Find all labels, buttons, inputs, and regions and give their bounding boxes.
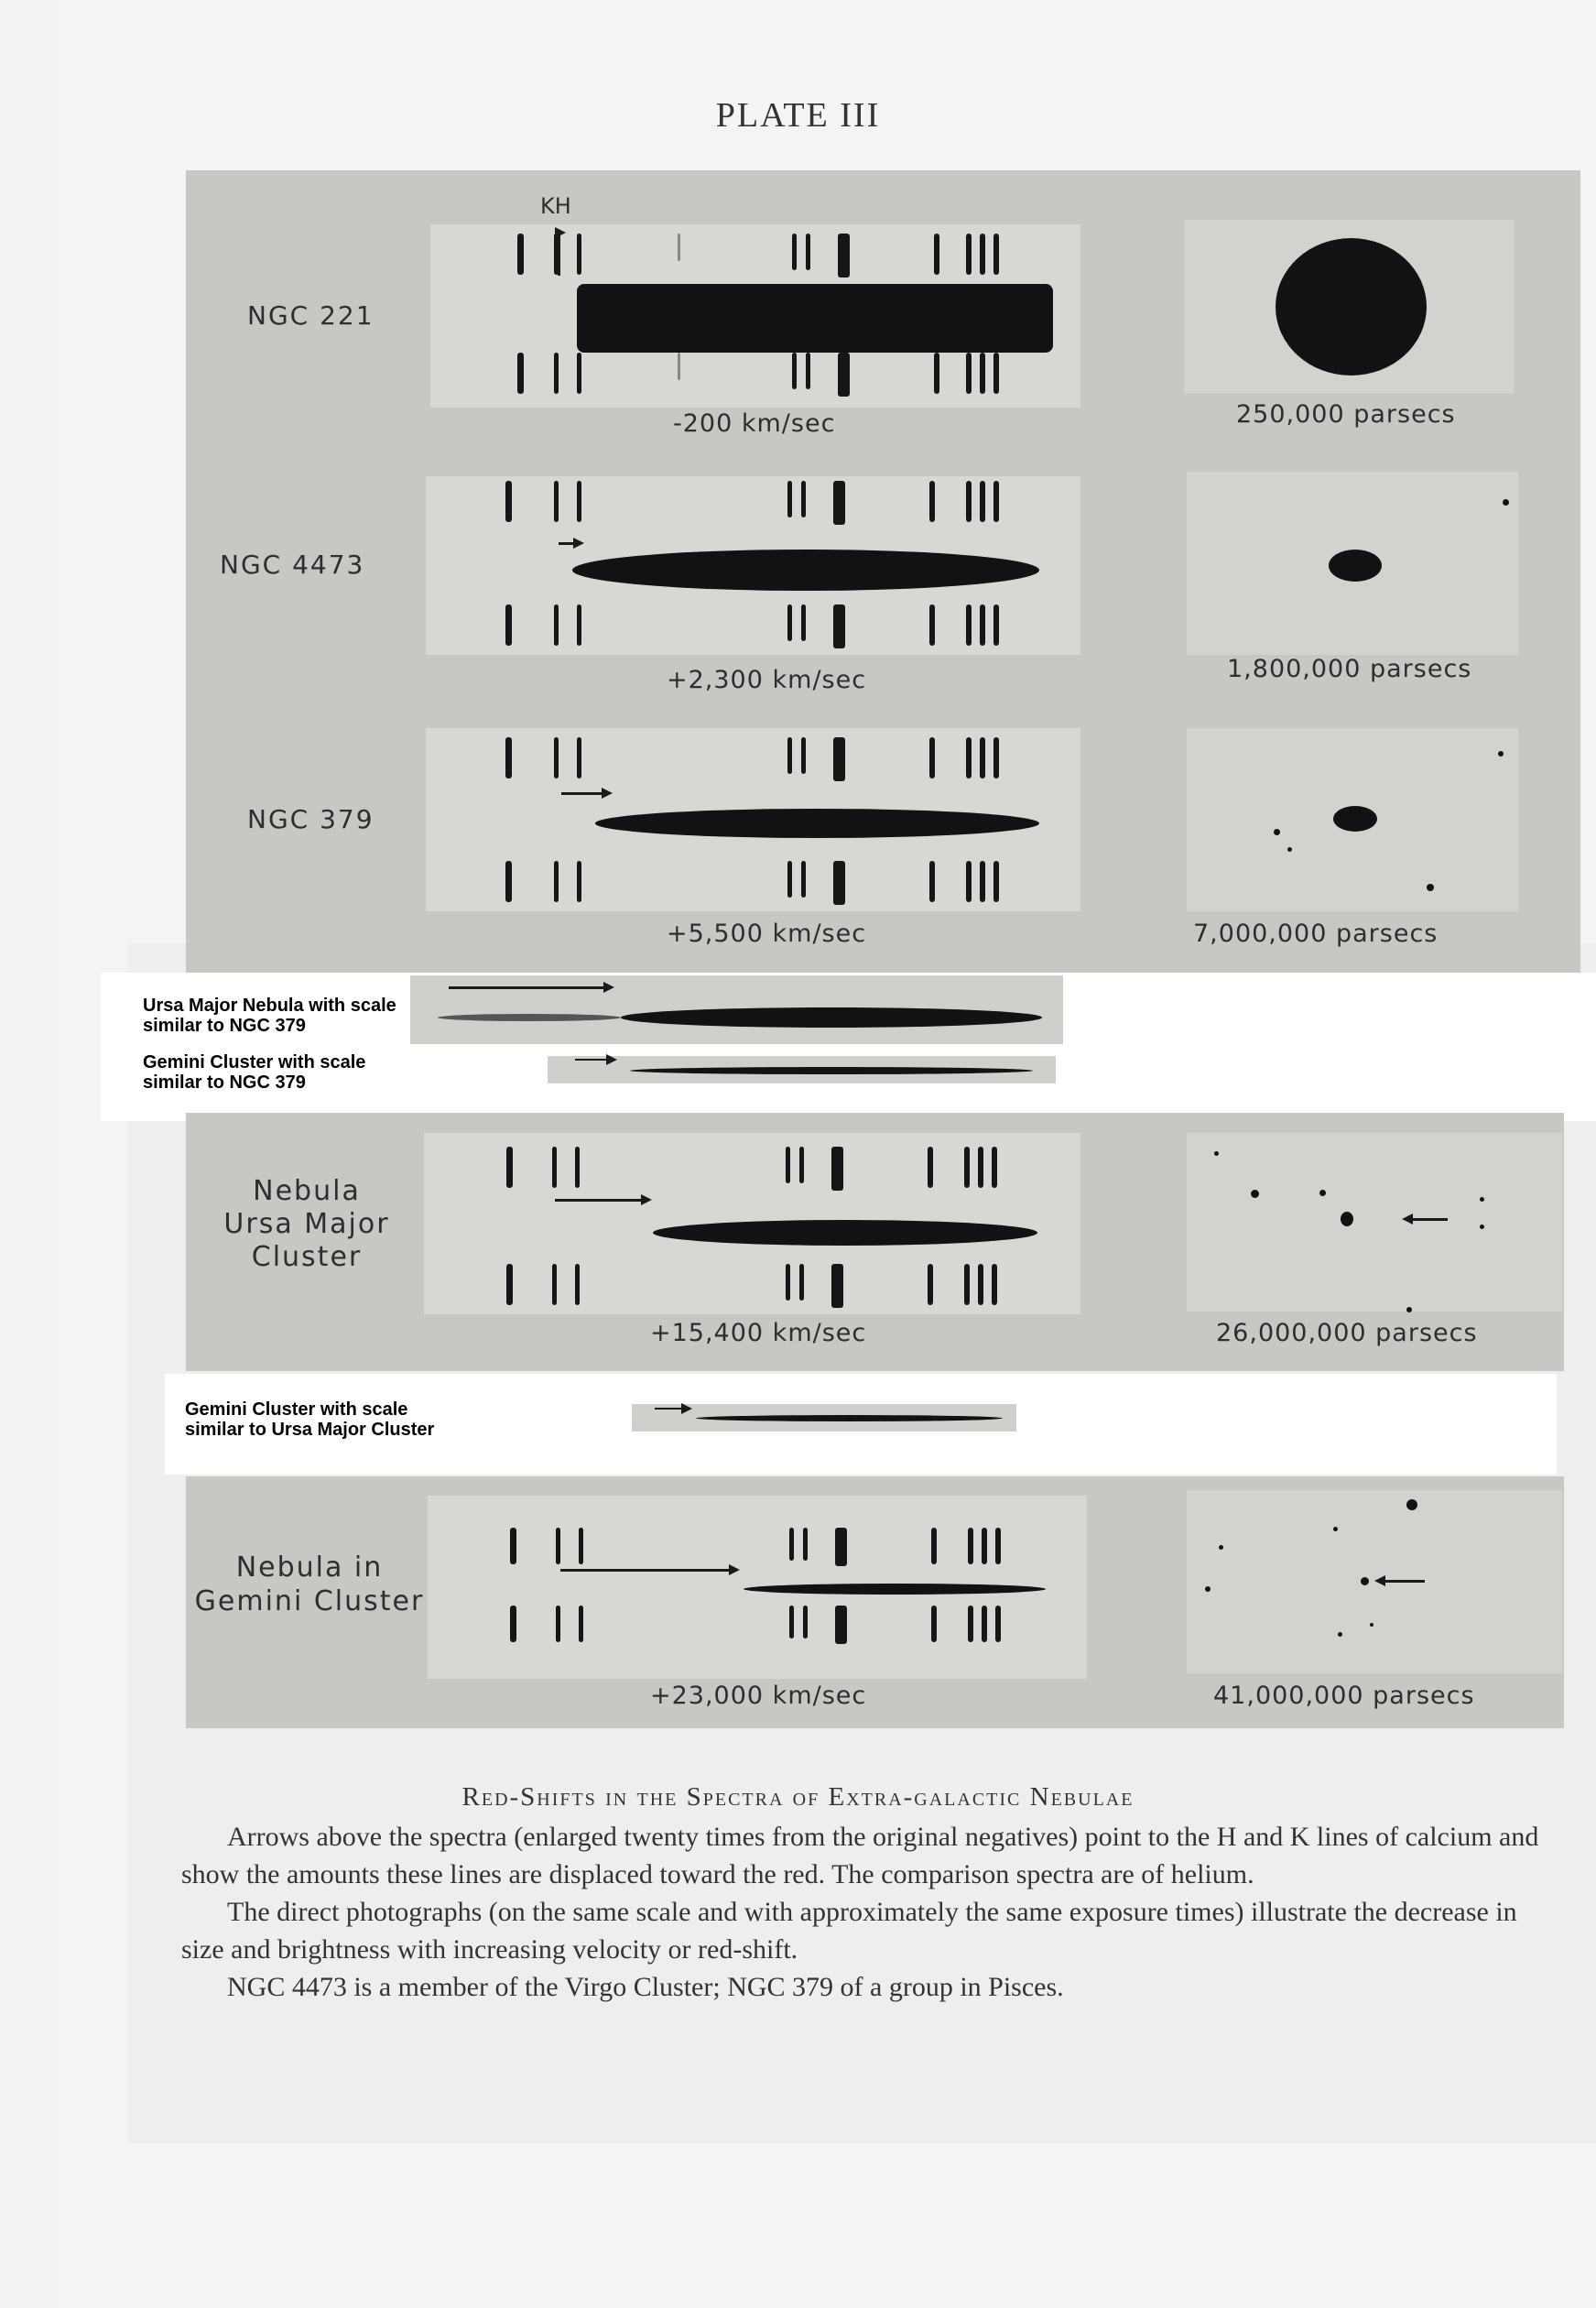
galaxy-spectrum-faint [438,1014,621,1021]
spectrum-ngc-4473 [426,476,1080,655]
comparison-lines-top [428,1528,1087,1569]
comparison-lines-bottom [428,1606,1087,1647]
star-dot [1427,884,1434,891]
photo-ursa-major [1187,1133,1562,1312]
overlay-label-gemini-scaled-ursa: Gemini Cluster with scale similar to Ursa Major Cluster [185,1399,435,1440]
star-dot [1503,499,1509,506]
star-dot [1480,1225,1484,1229]
velocity-ngc-379: +5,500 km/sec [667,920,867,948]
hk-arrow [561,792,607,795]
star-dot [1498,751,1504,757]
row-label-ngc-4473: NGC 4473 [220,550,365,580]
star-dot [1338,1632,1342,1637]
hk-arrow [555,1199,646,1202]
galaxy-image [1341,1212,1353,1226]
galaxy-spectrum-gemini [744,1584,1046,1595]
photo-ngc-4473 [1187,472,1518,655]
row-label-ursa-major: Nebula Ursa Major Cluster [223,1175,390,1273]
pointer-arrow [1384,1580,1425,1583]
photo-ngc-379 [1187,728,1518,911]
distance-ngc-379: 7,000,000 parsecs [1193,920,1439,948]
row-label-ngc-379: NGC 379 [247,804,375,834]
comparison-lines-bottom [430,353,1080,398]
velocity-ngc-4473: +2,300 km/sec [667,666,867,694]
hk-arrow [560,1569,734,1572]
comparison-lines-bottom [426,861,1080,907]
velocity-ngc-221: -200 km/sec [673,409,836,438]
distance-ursa-major: 26,000,000 parsecs [1216,1319,1478,1347]
plate-title: PLATE III [715,96,881,135]
galaxy-image [1276,238,1427,376]
galaxy-spectrum-ursa-major [653,1220,1037,1246]
star-dot [1370,1623,1373,1627]
caption-title: Red-Shifts in the Spectra of Extra-galactic Nebulae [461,1782,1135,1812]
overlay-label-ursa-major-scaled: Ursa Major Nebula with scale similar to NGC 379 [143,996,396,1036]
comparison-lines-bottom [426,604,1080,650]
galaxy-image [1361,1577,1369,1585]
hk-arrow [655,1408,687,1410]
hk-arrow [559,542,579,545]
spectrum-ngc-221 [430,193,1080,408]
spectrum-gemini [428,1496,1087,1679]
galaxy-image [1333,806,1377,832]
overlay-label-gemini-scaled-379: Gemini Cluster with scale similar to NGC 379 [143,1052,366,1093]
galaxy-spectrum-ngc-379 [595,809,1039,838]
galaxy-spectrum-ngc-221 [577,284,1053,353]
galaxy-image [1329,550,1382,582]
comparison-lines-top [424,1147,1080,1192]
star-dot [1214,1151,1219,1156]
star-dot [1205,1586,1211,1592]
comparison-lines-top [430,234,1080,279]
comparison-lines-top [426,737,1080,783]
caption-body [181,1818,1564,2006]
photo-ngc-221 [1184,220,1514,394]
caption-paragraph: The direct photographs (on the same scale and with approximately the same exposure times) illustrate the decrease in size and brightness with increasing velocity or red-shift. [181,1897,1517,1965]
galaxy-spectrum [630,1067,1033,1074]
row-label-gemini: Nebula in Gemini Cluster [194,1551,425,1617]
kh-label: KH [540,193,571,219]
caption-paragraph: Arrows above the spectra (enlarged twenty times from the original negatives) point to the H and K lines of calcium and show the amounts these lines are displaced toward the red. The comparison spectra are of helium. [181,1822,1539,1889]
velocity-gemini: +23,000 km/sec [650,1682,867,1710]
scaled-spectrum-gemini-ursa [632,1404,1016,1432]
star-dot [1333,1527,1338,1531]
star-dot [1219,1545,1223,1550]
scaled-spectrum-gemini-379 [548,1056,1056,1083]
photo-gemini [1187,1490,1562,1673]
comparison-lines-top [426,481,1080,527]
galaxy-spectrum [621,1007,1042,1028]
row-label-ngc-221: NGC 221 [247,300,375,331]
star-dot [1274,829,1280,835]
star-dot [1287,847,1292,852]
star-dot [1319,1190,1326,1196]
hk-arrow [449,986,609,989]
star-dot [1480,1197,1484,1202]
velocity-ursa-major: +15,400 km/sec [650,1319,867,1347]
distance-ngc-4473: 1,800,000 parsecs [1227,655,1472,683]
spectrum-ursa-major [424,1133,1080,1314]
star-dot [1406,1499,1417,1510]
caption-paragraph: NGC 4473 is a member of the Virgo Cluster; NGC 379 of a group in Pisces. [227,1972,1064,2002]
distance-gemini: 41,000,000 parsecs [1213,1682,1475,1710]
pointer-arrow [1411,1218,1448,1221]
distance-ngc-221: 250,000 parsecs [1236,400,1456,429]
comparison-lines-bottom [424,1264,1080,1310]
hk-arrow [575,1059,612,1061]
spectrum-ngc-379 [426,728,1080,911]
star-dot [1406,1307,1412,1312]
star-dot [1251,1190,1259,1198]
scaled-spectrum-ursa-major [410,975,1063,1044]
galaxy-spectrum [696,1415,1003,1421]
galaxy-spectrum-ngc-4473 [572,550,1039,591]
